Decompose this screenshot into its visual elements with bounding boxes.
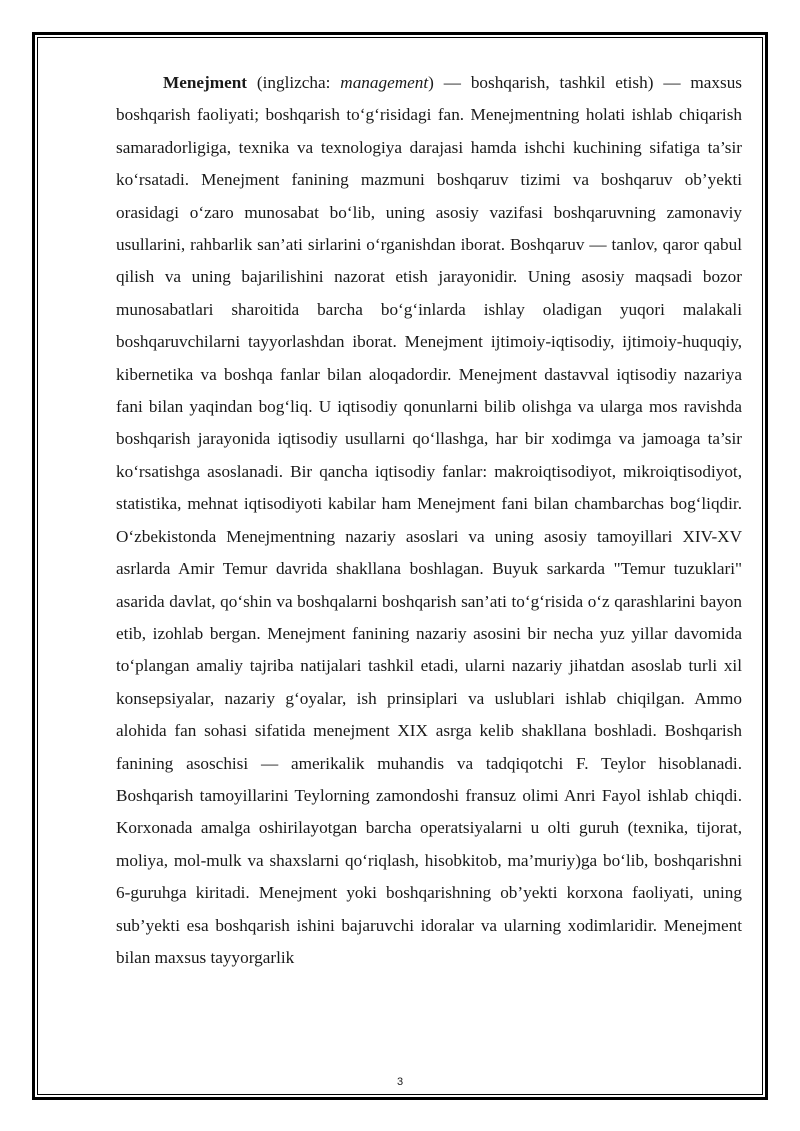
- paren-open: (inglizcha:: [247, 73, 341, 92]
- body-paragraph: [116, 67, 742, 974]
- term-english: management: [340, 73, 429, 92]
- paragraph-body: — maxsus boshqarish faoliyati; boshqarish to‘g‘risidagi fan. Menejmentning holati ishlab chiqarish samaradorligiga, texnika va texnologiya darajasi hamda ishchi kuchining sifatiga ta’sir ko‘rsatadi. Menejment fanining mazmuni boshqaruv tizimi va boshqaruv ob’yekti orasidagi o‘zaro munosabat bo‘lib, uning asosiy vazifasi boshqaruvning zamonaviy usullarini, rahbarlik san’ati sirlarini o‘rganishdan iborat. Boshqaruv — tanlov, qaror qabul qilish va uning bajarilishini nazorat etish jarayonidir. Uning asosiy maqsadi bozor munosabatlari sharoitida barcha bo‘g‘inlarda ishlay oladigan yuqori malakali boshqaruvchilarni tayyorlashdan iborat. Menejment ijtimoiy-iqtisodiy, ijtimoiy-huquqiy, kibernetika va boshqa fanlar bilan aloqadordir. Menejment dastavval iqtisodiy nazariya fani bilan yaqindan bog‘liq. U iqtisodiy qonunlarni bilib olishga va ularga mos ravishda boshqarish jarayonida iqtisodiy usullarni qo‘llashga, har bir xodimga va jamoaga ta’sir ko‘rsatishga asoslanadi. Bir qancha iqtisodiy fanlar: makroiqtisodiyot, mikroiqtisodiyot, statistika, mehnat iqtisodiyoti kabilar ham Menejment fani bilan chambarchas bog‘liqdir. O‘zbekistonda Menejmentning nazariy asoslari va uning asosiy tamoyillari XIV-XV asrlarda Amir Temur davrida shakllana boshlagan. Buyuk sarkarda "Temur tuzuklari" asarida davlat, qo‘shin va boshqalarni boshqarish san’ati to‘g‘risida o‘z qarashlarini bayon etib, izohlab bergan. Menejment fanining nazariy asosini bir necha yuz yillar davomida to‘plangan amaliy tajriba natijalari tashkil etadi, ularni nazariy jihatdan asoslab turli xil konsepsiyalar, nazariy g‘oyalar, ish prinsiplari va uslublari ishlab chiqilgan. Ammo alohida fan sohasi sifatida menejment XIX asrga kelib shakllana boshladi. Boshqarish fanining asoschisi — amerikalik muhandis va tadqiqotchi F. Teylor hisoblanadi. Boshqarish tamoyillarini Teylorning zamondoshi fransuz olimi Anri Fayol ishlab chiqdi. Korxonada amalga oshirilayotgan barcha operatsiyalarni u olti guruh (texnika, tijorat, moliya, mol-mulk va shaxslarni qo‘riqlash, hisobkitob, ma’muriy)ga bo‘lib, boshqarishni 6-guruhga kiritadi. Menejment yoki boshqarishning ob’yekti korxona faoliyati, uning sub’yekti esa boshqarish ishini bajaruvchi idoralar va ularning xodimlaridir. Menejment bilan maxsus tayyorgarlik: [116, 73, 742, 967]
- term-bold: Menejment: [163, 73, 247, 92]
- paren-close: ) — boshqarish, tashkil etish): [428, 73, 654, 92]
- page-number: 3: [396, 1076, 404, 1088]
